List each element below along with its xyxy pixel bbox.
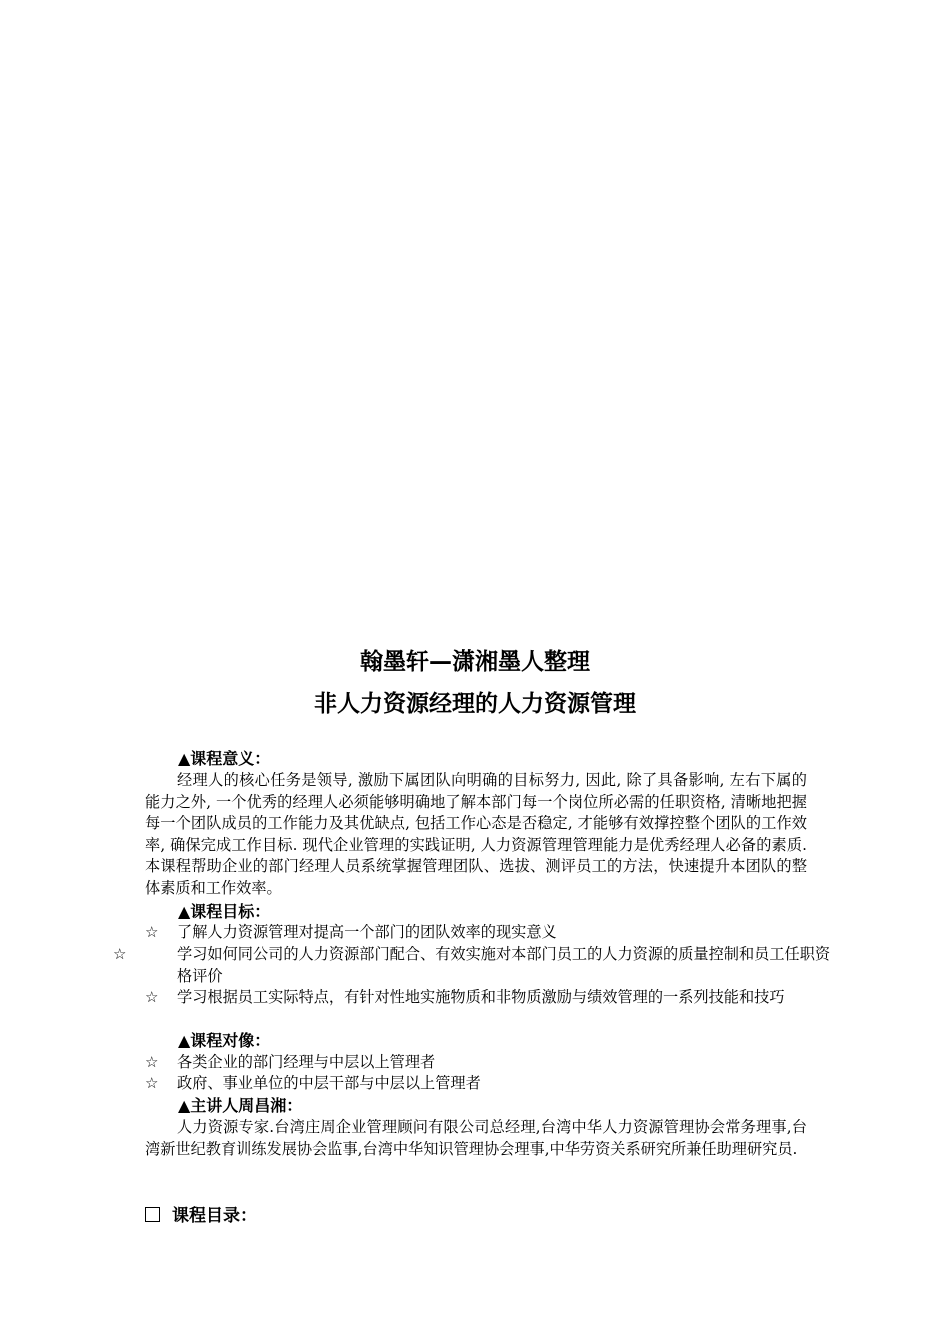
star-bullet-icon: ☆	[145, 1074, 159, 1092]
objective-text: 学习如何同公司的人力资源部门配合、有效实施对本部门员工的人力资源的质量控制和员工任职资格评价	[177, 945, 831, 985]
objective-text: 了解人力资源管理对提高一个部门的团队效率的现实意义	[177, 923, 557, 941]
audience-heading: ▲课程对像：	[178, 1031, 271, 1050]
objective-item	[145, 987, 807, 1009]
objective-text: 学习根据员工实际特点，有针对性地实施物质和非物质激励与绩效管理的一系列技能和技巧	[177, 988, 785, 1006]
audience-text: 政府、事业单位的中层干部与中层以上管理者	[177, 1074, 481, 1092]
significance-paragraph: 经理人的核心任务是领导, 激励下属团队向明确的目标努力, 因此, 除了具备影响, 左右下属的能力之外, 一个优秀的经理人必须能够明确地了解本部门每一个岗位所必需的任职资格, 清晰地把握每一个团队成员的工作能力及其优缺点, 包括工作心态是否稳定, 才能够有效撑控整个团队的工作效率, 确保完成工作目标. 现代企业管理的实践证明, 人力资源管理管理能力是优秀经理人必备的素质. 本课程帮助企业的部门经理人员系统掌握管理团队、选拔、测评员工的方法，快速提升本团队的整体素质和工作效率。	[145, 771, 807, 897]
star-bullet-icon: ☆	[145, 923, 159, 941]
star-bullet-icon: ☆	[145, 988, 159, 1006]
catalog-label: 课程目录：	[172, 1206, 257, 1226]
objectives-heading: ▲课程目标：	[178, 902, 271, 921]
star-bullet-icon: ☆	[113, 945, 127, 963]
document-title-line1: 翰墨轩—潇湘墨人整理	[360, 649, 590, 675]
audience-item	[145, 1073, 807, 1095]
catalog-heading	[145, 1205, 257, 1227]
objective-item	[113, 944, 839, 987]
audience-item	[145, 1052, 807, 1074]
document-title-line2: 非人力资源经理的人力资源管理	[314, 691, 636, 717]
star-bullet-icon: ☆	[145, 1053, 159, 1071]
checkbox-square-icon	[145, 1207, 160, 1222]
lecturer-heading: ▲主讲人周昌湘：	[178, 1096, 303, 1115]
audience-text: 各类企业的部门经理与中层以上管理者	[177, 1053, 436, 1071]
lecturer-paragraph: 人力资源专家.台湾庄周企业管理顾问有限公司总经理,台湾中华人力资源管理协会常务理事,台湾新世纪教育训练发展协会监事,台湾中华知识管理协会理事,中华劳资关系研究所兼任助理研究员.	[145, 1118, 807, 1158]
objective-item	[145, 922, 807, 944]
significance-heading: ▲课程意义：	[178, 749, 271, 768]
